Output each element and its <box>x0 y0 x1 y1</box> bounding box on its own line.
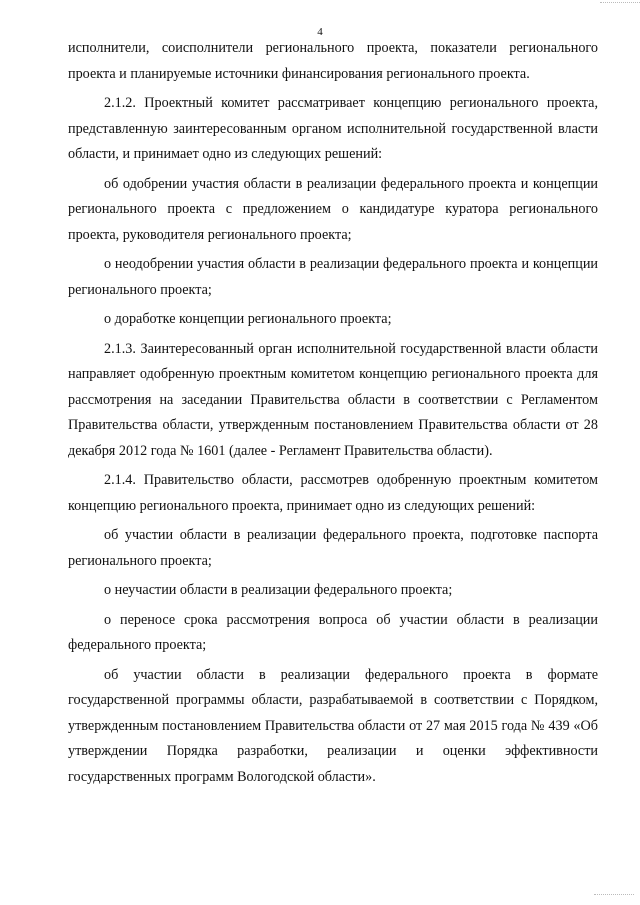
paragraph-continuation: исполнители, соисполнители регионального проекта, показатели регионального проекта и планируемые источники финансирования регионального проекта. <box>68 40 598 82</box>
decision-option-revise: о доработке концепции регионального проекта; <box>104 311 392 327</box>
decision-option-state-program: об участии области в реализации федерального проекта в формате государственной программы области, разрабатываемой в соответствии с Порядком, утвержденным постановлением Правительства области от 27 мая 2015 года № 439 «Об утверждении Порядка разработки, реализации и оценки эффективности государственных программ Вологодской области». <box>68 666 598 785</box>
paragraph-2-1-2: 2.1.2. Проектный комитет рассматривает концепцию регионального проекта, представленную заинтересованным органом исполнительной государственной власти области, и принимает одно из следующих решений: <box>68 95 598 162</box>
document-body <box>68 36 598 794</box>
scan-artifact-bottom <box>594 894 634 899</box>
decision-option-participate: об участии области в реализации федерального проекта, подготовке паспорта регионального проекта; <box>68 527 598 569</box>
paragraph-2-1-4: 2.1.4. Правительство области, рассмотрев одобренную проектным комитетом концепцию регионального проекта, принимает одно из следующих решений: <box>68 472 598 514</box>
page-number: 4 <box>317 26 323 38</box>
decision-option-postpone: о переносе срока рассмотрения вопроса об участии области в реализации федерального проекта; <box>68 611 598 653</box>
decision-option-reject: о неодобрении участия области в реализации федерального проекта и концепции регионального проекта; <box>68 256 598 298</box>
paragraph-2-1-3: 2.1.3. Заинтересованный орган исполнительной государственной власти области направляет одобренную проектным комитетом концепцию регионального проекта для рассмотрения на заседании Правительства области в соответствии с Регламентом Правительства области, утвержденным постановлением Правительства области от 28 декабря 2012 года № 1601 (далее - Регламент Правительства области). <box>68 340 598 459</box>
decision-option-approve: об одобрении участия области в реализации федерального проекта и концепции регионального проекта с предложением о кандидатуре куратора регионального проекта, руководителя регионального проекта; <box>68 175 598 243</box>
decision-option-not-participate: о неучастии области в реализации федерального проекта; <box>104 582 453 598</box>
scan-artifact-top <box>600 2 640 7</box>
